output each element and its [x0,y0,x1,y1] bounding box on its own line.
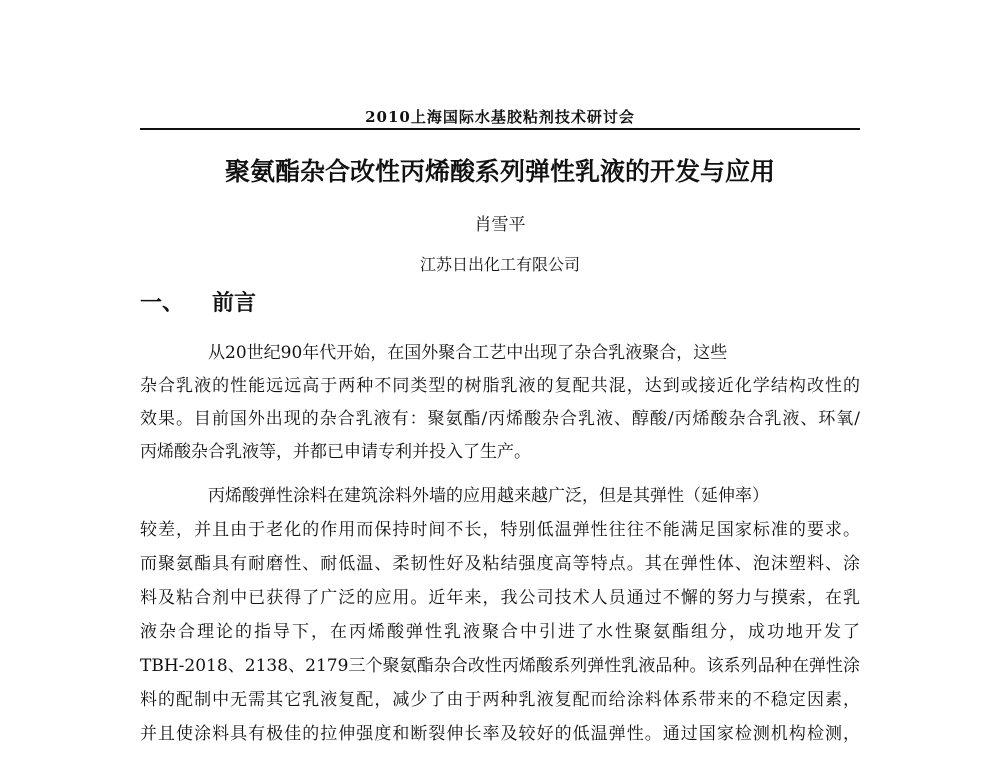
text-line: TBH-2018、2138、2179三个聚氨酯杂合改性丙烯酸系列弹性乳液品种。该系列品种在弹性涂 [140,656,860,676]
section-heading [140,286,256,317]
organization: 江苏日出化工有限公司 [419,255,580,274]
paper-title: 聚氨酯杂合改性丙烯酸系列弹性乳液的开发与应用 [224,157,775,186]
author: 肖雪平 [474,215,526,235]
text-line: 而聚氨酯具有耐磨性、耐低温、柔韧性好及粘结强度高等特点。其在弹性体、泡沫塑料、涂 [140,554,860,574]
section-number: 一、 [140,291,185,316]
section-title: 前言 [212,291,257,316]
text-line: 丙烯酸弹性涂料在建筑涂料外墙的应用越来越广泛，但是其弹性（延伸率） [208,486,769,506]
header-rule [140,128,860,130]
text-line: 从20世纪90年代开始，在国外聚合工艺中出现了杂合乳液聚合，这些 [208,343,728,363]
text-line: 杂合乳液的性能远远高于两种不同类型的树脂乳液的复配共混，达到或接近化学结构改性的 [140,376,860,396]
text-line: 并且使涂料具有极佳的拉伸强度和断裂伸长率及较好的低温弹性。通过国家检测机构检测， [140,724,860,744]
running-header: 2010上海国际水基胶粘剂技术研讨会 [365,108,635,126]
text-line: 效果。目前国外出现的杂合乳液有：聚氨酯/丙烯酸杂合乳液、醇酸/丙烯酸杂合乳液、环氧/ [140,409,860,429]
text-line: 液杂合理论的指导下，在丙烯酸弹性乳液聚合中引进了水性聚氨酯组分，成功地开发了 [140,622,860,642]
text-line: 料及粘合剂中已获得了广泛的应用。近年来，我公司技术人员通过不懈的努力与摸索，在乳 [140,588,860,608]
text-line: 丙烯酸杂合乳液等，并都已申请专利并投入了生产。 [140,442,531,462]
text-line: 较差，并且由于老化的作用而保持时间不长，特别低温弹性往往不能满足国家标准的要求。 [140,520,860,540]
text-line: 料的配制中无需其它乳液复配，减少了由于两种乳液复配而给涂料体系带来的不稳定因素， [140,690,860,710]
